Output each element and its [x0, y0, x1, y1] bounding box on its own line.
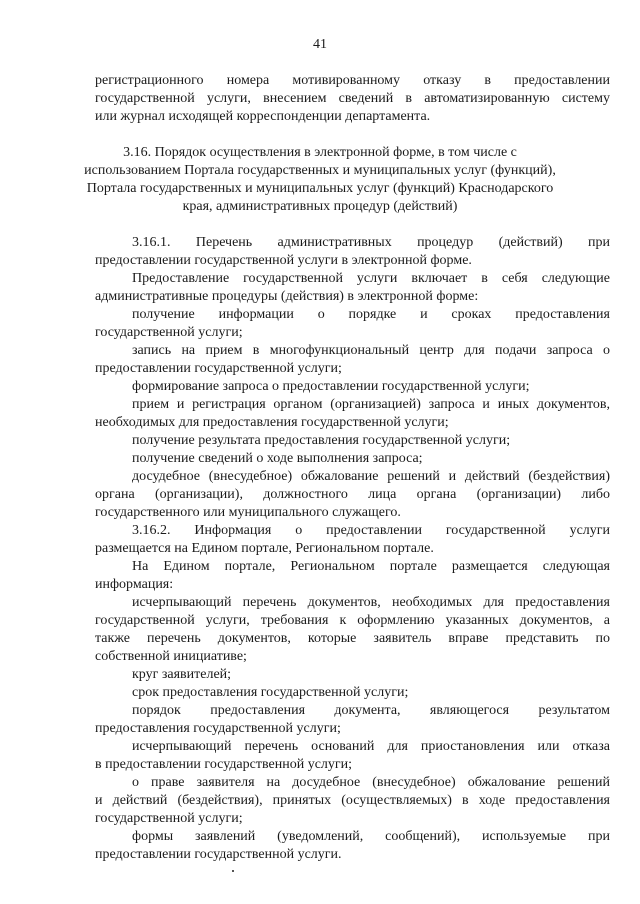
body-line: государственной услуги; — [95, 325, 243, 340]
body-line: о праве заявителя на досудебное (внесудебное) обжалование решений — [132, 775, 610, 790]
page-number: 41 — [313, 37, 327, 52]
intro-line: или журнал исходящей корреспонденции департамента. — [95, 109, 431, 124]
body-line: органа (организации), должностного лица органа (организации) либо — [95, 487, 610, 502]
body-line: предоставления государственной услуги; — [95, 721, 341, 736]
body-line: формы заявлений (уведомлений, сообщений), используемые при — [132, 829, 610, 844]
body-line: государственной услуги; — [95, 811, 243, 826]
body-line: размещается на Едином портале, Региональном портале. — [95, 541, 434, 556]
body-line: срок предоставления государственной услуги; — [132, 685, 409, 700]
body-line: собственной инициативе; — [95, 649, 247, 664]
body-line: получение результата предоставления государственной услуги; — [132, 433, 511, 448]
body-line: и действий (бездействия), принятых (осуществляемых) в ходе предоставления — [95, 793, 610, 808]
body-line: административные процедуры (действия) в электронной форме: — [95, 289, 479, 304]
body-line: предоставлении государственной услуги в электронной форме. — [95, 253, 472, 268]
body-line: получение информации о порядке и сроках предоставления — [132, 307, 610, 322]
body-line: предоставлении государственной услуги; — [95, 361, 342, 376]
body-line: запись на прием в многофункциональный центр для подачи запроса о — [132, 343, 610, 358]
section-heading-line: использованием Портала государственных и муниципальных услуг (функций), — [84, 163, 556, 178]
body-line: получение сведений о ходе выполнения запроса; — [132, 451, 423, 466]
section-heading-line: Портала государственных и муниципальных услуг (функций) Краснодарского — [86, 181, 554, 196]
body-line: порядок предоставления документа, являющегося результатом — [132, 703, 610, 718]
section-heading-line: края, административных процедур (действий) — [182, 199, 458, 214]
intro-line: государственной услуги, внесением сведений в автоматизированную систему — [95, 91, 610, 106]
body-line: в предоставлении государственной услуги; — [95, 757, 353, 772]
body-line: исчерпывающий перечень документов, необходимых для предоставления — [132, 595, 610, 610]
body-line: государственного или муниципального служащего. — [95, 505, 401, 520]
body-line: 3.16.2. Информация о предоставлении государственной услуги — [132, 523, 610, 538]
body-line: Предоставление государственной услуги включает в себя следующие — [132, 271, 610, 286]
body-line: необходимых для предоставления государственной услуги; — [95, 415, 449, 430]
body-line: 3.16.1. Перечень административных процедур (действий) при — [132, 235, 610, 250]
intro-line: регистрационного номера мотивированному отказу в предоставлении — [95, 73, 610, 88]
body-line: исчерпывающий перечень оснований для приостановления или отказа — [132, 739, 610, 754]
body-line: круг заявителей; — [132, 667, 232, 682]
body-line: прием и регистрация органом (организацией) запроса и иных документов, — [132, 397, 610, 412]
body-line: также перечень документов, которые заявитель вправе представить по — [95, 631, 610, 646]
body-line: государственной услуги, требования к оформлению указанных документов, а — [95, 613, 610, 628]
body-line: формирование запроса о предоставлении государственной услуги; — [132, 379, 530, 394]
scan-speck — [232, 870, 234, 872]
body-line: предоставлении государственной услуги. — [95, 847, 342, 862]
section-heading-line: 3.16. Порядок осуществления в электронной форме, в том числе с — [123, 145, 517, 160]
body-line: На Едином портале, Региональном портале размещается следующая — [132, 559, 610, 574]
body-line: досудебное (внесудебное) обжалование решений и действий (бездействия) — [132, 469, 610, 484]
body-line: информация: — [95, 577, 174, 592]
